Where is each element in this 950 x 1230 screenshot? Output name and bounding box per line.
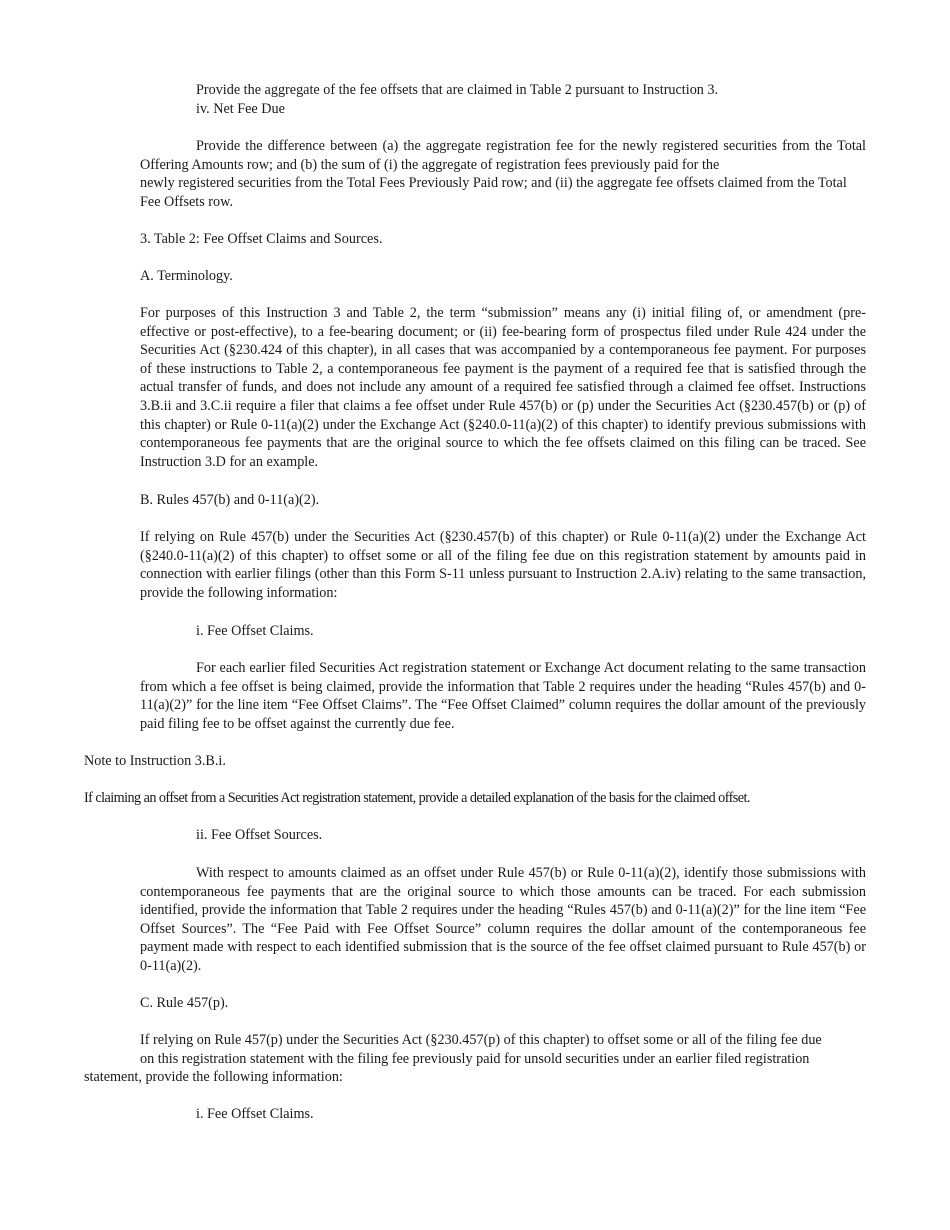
heading-fee-offset-claims-c: i. Fee Offset Claims. <box>196 1106 314 1122</box>
note-heading: Note to Instruction 3.B.i. <box>84 753 226 769</box>
paragraph-rule-457p-line3: statement, provide the following information: <box>84 1069 343 1086</box>
heading-rules-457b: B. Rules 457(b) and 0-11(a)(2). <box>140 492 320 508</box>
paragraph-terminology: For purposes of this Instruction 3 and Table 2, the term “submission” means any (i) initial filing of, or amendment (pre-effective or post-effective), to a fee-bearing document; or (ii) fee-bearing form of prospectus filed under Rule 424 under the Securities Act (§230.424 of this chapter), in all cases that was accompanied by a contemporaneous fee payment. For purposes of these instructions to Table 2, a contemporaneous fee payment is the payment of a required fee that is satisfied through the actual transfer of funds, and does not include any amount of a required fee satisfied through a claimed fee offset. Instructions 3.B.ii and 3.C.ii require a filer that claims a fee offset under Rule 457(b) or (p) under the Securities Act (§230.457(b) or (p) of this chapter) or Rule 0-11(a)(2) under the Exchange Act (§240.0-11(a)(2) of this chapter) to identify previous submissions with contemporaneous fee payments that are the original source to which the fee offsets claimed on this filing can be traced. See Instruction 3.D for an example. <box>140 305 866 470</box>
heading-fee-offset-claims-b: i. Fee Offset Claims. <box>196 623 314 639</box>
heading-fee-offset-sources: ii. Fee Offset Sources. <box>196 827 323 843</box>
paragraph-rule-457p-line1: If relying on Rule 457(p) under the Securities Act (§230.457(p) of this chapter) to offset some or all of the filing fee due <box>140 1032 822 1048</box>
paragraph-rule-457p-line2: on this registration statement with the filing fee previously paid for unsold securities under an earlier filed registration <box>140 1050 810 1067</box>
paragraph-net-fee-due <box>140 137 866 211</box>
paragraph-rule-457p <box>84 1031 866 1087</box>
heading-table-2: 3. Table 2: Fee Offset Claims and Sources. <box>140 231 383 247</box>
heading-rule-457p: C. Rule 457(p). <box>140 995 229 1011</box>
paragraph-net-fee-due-part2: newly registered securities from the Total Fees Previously Paid row; and (ii) the aggregate fee offsets claimed from the Total Fee Offsets row. <box>140 175 847 210</box>
heading-terminology: A. Terminology. <box>140 268 233 284</box>
paragraph-fee-offset-claims-b: For each earlier filed Securities Act registration statement or Exchange Act document relating to the same transaction from which a fee offset is being claimed, provide the information that Table 2 requires under the heading “Rules 457(b) and 0-11(a)(2)” for the line item “Fee Offset Claims”. The “Fee Offset Claimed” column requires the dollar amount of the previously paid filing fee to be offset against the currently due fee. <box>140 660 866 732</box>
note-paragraph: If claiming an offset from a Securities Act registration statement, provide a detailed explanation of the basis for the claimed offset. <box>84 790 750 806</box>
paragraph-fee-offset-sources: With respect to amounts claimed as an offset under Rule 457(b) or Rule 0-11(a)(2), identify those submissions with contemporaneous fee payments that are the original source to which those amounts can be traced. For each submission identified, provide the information that Table 2 requires under the heading “Rules 457(b) and 0-11(a)(2)” for the line item “Fee Offset Sources”. The “Fee Paid with Fee Offset Source” column requires the dollar amount of the contemporaneous fee payment made with respect to each identified submission that is the source of the fee offset claimed pursuant to Rule 457(b) or 0-11(a)(2). <box>140 865 866 974</box>
paragraph-net-fee-due-part1: Provide the difference between (a) the aggregate registration fee for the newly registered securities from the Total Offering Amounts row; and (b) the sum of (i) the aggregate of registration fees previously paid for the <box>140 138 866 173</box>
heading-net-fee-due: iv. Net Fee Due <box>196 101 285 117</box>
paragraph-rules-457b: If relying on Rule 457(b) under the Securities Act (§230.457(b) of this chapter) or Rule 0-11(a)(2) under the Exchange Act (§240.0-11(a)(2) of this chapter) to offset some or all of the filing fee due on this registration statement by amounts paid in connection with earlier filings (other than this Form S-11 unless pursuant to Instruction 2.A.iv) relating to the same transaction, provide the following information: <box>140 529 866 601</box>
paragraph-aggregate-offsets: Provide the aggregate of the fee offsets that are claimed in Table 2 pursuant to Instruction 3. <box>196 82 719 98</box>
